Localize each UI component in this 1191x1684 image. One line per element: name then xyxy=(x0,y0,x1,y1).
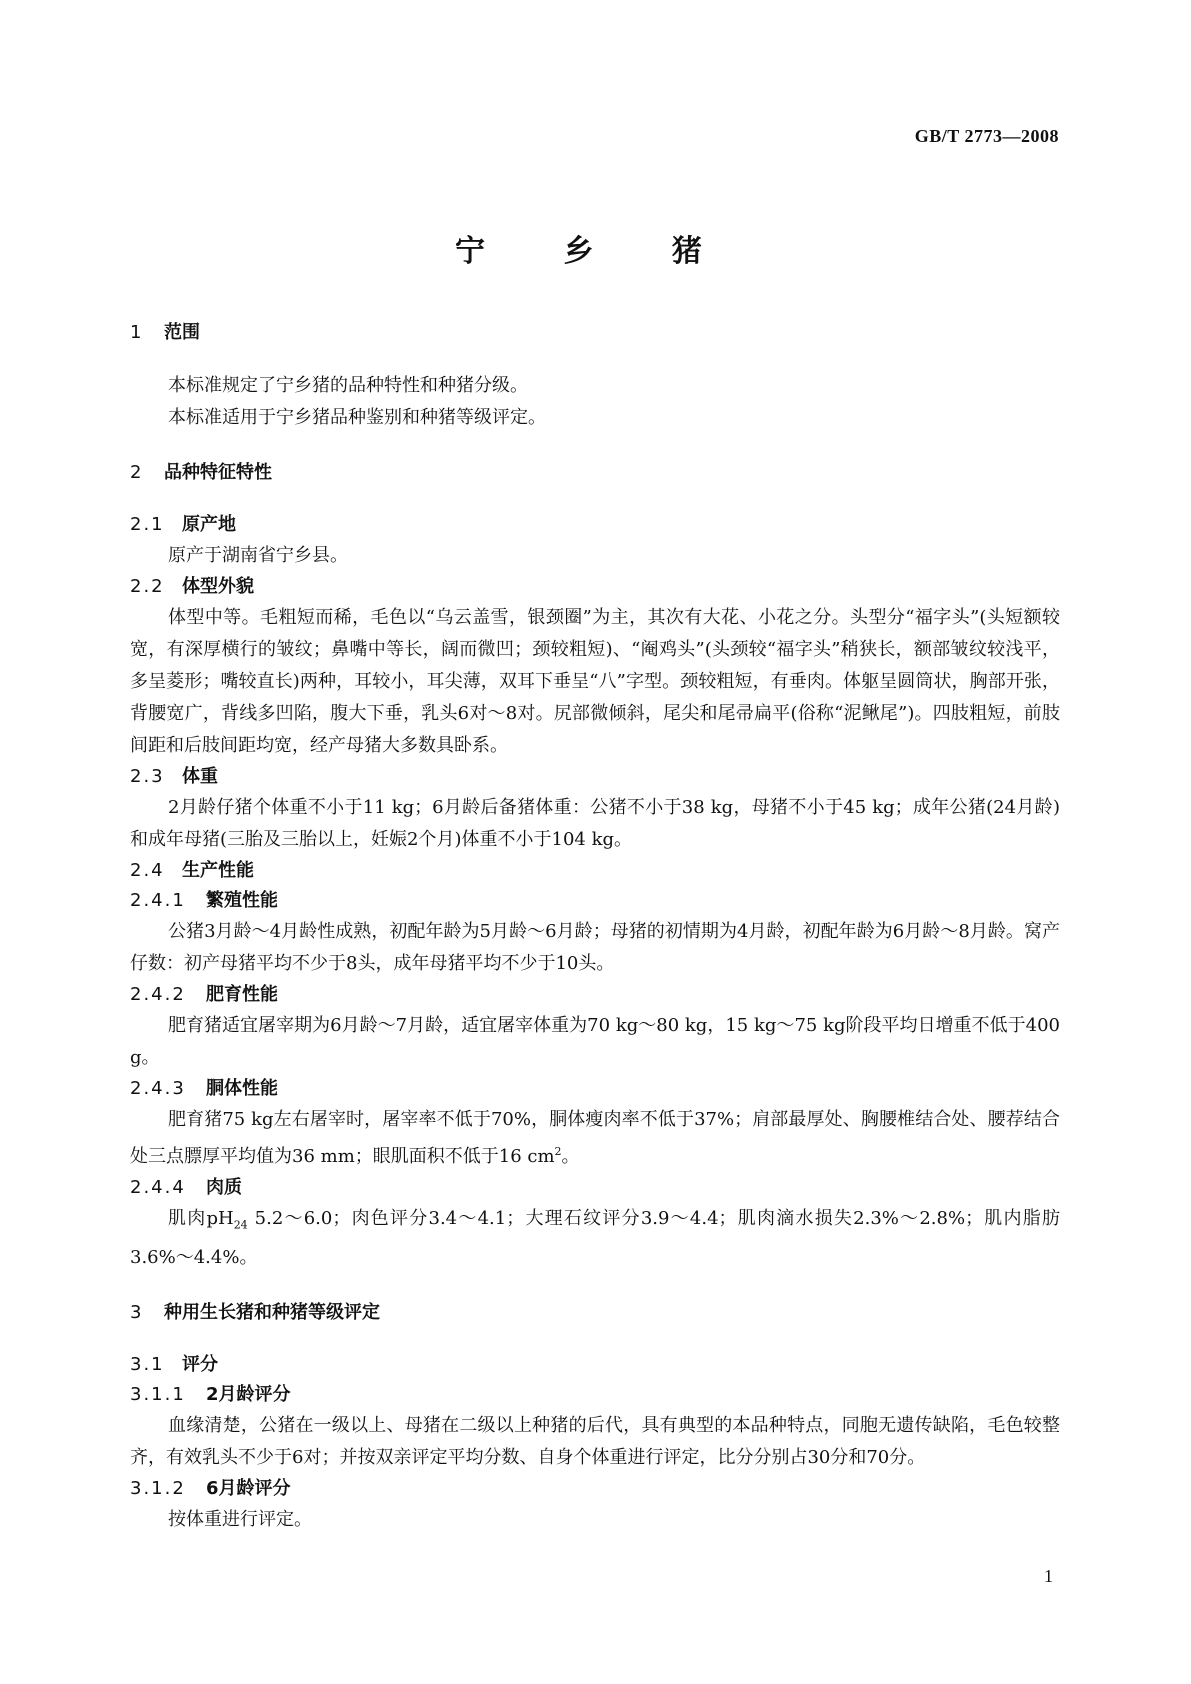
section-2-2-paragraph: 体型中等。毛粗短而稀，毛色以“乌云盖雪，银颈圈”为主，其次有大花、小花之分。头型分“福字头”(头短额较宽，有深厚横行的皱纹；鼻嘴中等长，阔而微凹；颈较粗短)、“阉鸡头”(头颈较“福字头”稍狭长，额部皱纹较浅平，多呈菱形；嘴较直长)两种，耳较小，耳尖薄，双耳下垂呈“八”字型。颈较粗短，有垂肉。体躯呈圆筒状，胸部开张，背腰宽广，背线多凹陷，腹大下垂，乳头6对～8对。尻部微倾斜，尾尖和尾帚扁平(俗称“泥鳅尾”)。四肢粗短，前肢间距和后肢间距均宽，经产母猪大多数具卧系。 xyxy=(130,607,1060,756)
section-3-1-1-paragraph: 血缘清楚，公猪在一级以上、母猪在二级以上种猪的后代，具有典型的本品种特点，同胞无遗传缺陷，毛色较整齐，有效乳头不少于6对；并按双亲评定平均分数、自身个体重进行评定，比分分别占30分和70分。 xyxy=(130,1414,1060,1468)
section-2-4-4-paragraph: 肌肉$pH_{24}$ 5.2～6.0；肉色评分3.4～4.1；大理石纹评分3.9～4.4；肌肉滴水损失2.3%～2.8%；肌内脂肪3.6%～4.4%。 xyxy=(130,1208,1060,1268)
section-2-4-1-heading: 2.4.1 繁殖性能 xyxy=(130,890,278,911)
standard-code: GB/T 2773—2008 xyxy=(914,126,1059,146)
section-2-4-4-heading: 2.4.4 肉质 xyxy=(130,1177,242,1198)
document-body xyxy=(130,318,1060,1536)
section-1-heading: 1 范围 xyxy=(130,322,200,343)
section-3-1-heading: 3.1 评分 xyxy=(130,1353,218,1375)
section-2-2-heading: 2.2 体型外貌 xyxy=(130,576,254,597)
document-title: 宁 乡 猪 xyxy=(455,234,736,269)
section-1-paragraph-1: 本标准规定了宁乡猪的品种特性和种猪分级。 xyxy=(168,375,528,396)
section-2-1-heading: 2.1 原产地 xyxy=(130,514,236,535)
page-number: 1 xyxy=(1044,1566,1053,1586)
section-3-1-2-heading: 3.1.2 6月龄评分 xyxy=(130,1477,291,1499)
section-2-4-heading: 2.4 生产性能 xyxy=(130,860,254,881)
section-1-paragraph-2: 本标准适用于宁乡猪品种鉴别和种猪等级评定。 xyxy=(168,407,546,428)
section-2-4-1-paragraph: 公猪3月龄～4月龄性成熟，初配年龄为5月龄～6月龄；母猪的初情期为4月龄，初配年龄为6月龄～8月龄。窝产仔数：初产母猪平均不少于8头，成年母猪平均不少于10头。 xyxy=(130,921,1060,974)
section-2-1-paragraph: 原产于湖南省宁乡县。 xyxy=(168,545,348,566)
section-2-4-3-paragraph: 肥育猪75 kg左右屠宰时，屠宰率不低于70%，胴体瘦肉率不低于37%；肩部最厚处、胸腰椎结合处、腰荐结合处三点膘厚平均值为36 mm；眼肌面积不低于16 $cm^2$。 xyxy=(130,1109,1060,1167)
section-3-1-2-paragraph: 按体重进行评定。 xyxy=(168,1508,312,1530)
section-2-3-paragraph: 2月龄仔猪个体重不小于11 kg；6月龄后备猪体重：公猪不小于38 kg，母猪不小于45 kg；成年公猪(24月龄)和成年母猪(三胎及三胎以上，妊娠2个月)体重不小于104 kg。 xyxy=(130,797,1060,850)
section-2-4-3-heading: 2.4.3 胴体性能 xyxy=(130,1078,278,1099)
section-2-heading: 2 品种特征特性 xyxy=(130,462,272,483)
section-3-1-1-heading: 3.1.1 2月龄评分 xyxy=(130,1383,291,1405)
section-3-heading: 3 种用生长猪和种猪等级评定 xyxy=(130,1301,380,1323)
section-2-3-heading: 2.3 体重 xyxy=(130,766,218,787)
section-2-4-2-heading: 2.4.2 肥育性能 xyxy=(130,984,278,1005)
section-2-4-2-paragraph: 肥育猪适宜屠宰期为6月龄～7月龄，适宜屠宰体重为70 kg～80 kg，15 kg～75 kg阶段平均日增重不低于400 g。 xyxy=(130,1015,1060,1068)
